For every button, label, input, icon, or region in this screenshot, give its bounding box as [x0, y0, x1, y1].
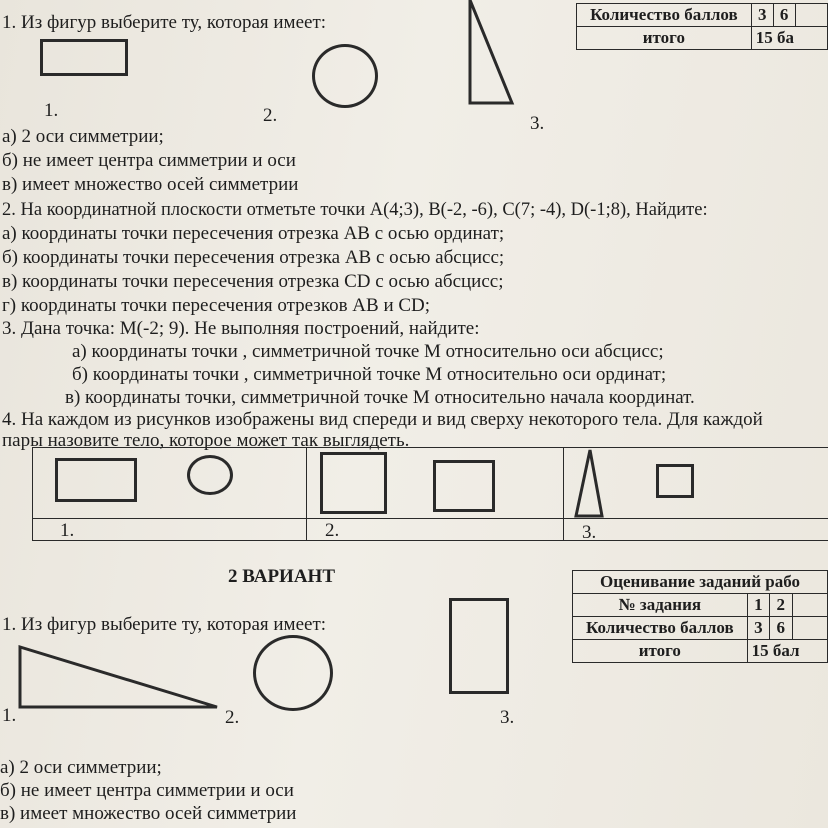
v1-view1-front-rectangle [55, 458, 137, 502]
v1-view1-top-circle [187, 455, 233, 495]
v1-task3-option-a: а) координаты точки , симметричной точке M относительно оси абсцисс; [72, 341, 664, 362]
v2-score-row-total [573, 640, 828, 663]
v1-task1-option-a: а) 2 оси симметрии; [2, 126, 164, 147]
v1-grid-divider-1 [306, 448, 307, 540]
v2-circle-figure [253, 635, 333, 711]
v1-view-label-2: 2. [325, 520, 340, 541]
v1-figure-label-3: 3. [530, 113, 545, 134]
v1-task3-title: 3. Дана точка: M(-2; 9). Не выполняя построений, найдите: [2, 318, 480, 339]
v2-score-points-2: 6 [770, 617, 792, 640]
v1-score-points-1: 3 [751, 4, 773, 27]
v1-view2-front-square [320, 452, 387, 514]
v2-figure-label-2: 2. [225, 707, 240, 728]
v2-triangle-figure [15, 645, 225, 715]
v1-score-total-value: 15 ба [751, 27, 827, 50]
v1-triangle-figure [465, 0, 525, 110]
v1-figure-label-2: 2. [263, 105, 278, 126]
v1-task1-title: 1. Из фигур выберите ту, которая имеет: [2, 12, 327, 33]
v1-task3-option-c: в) координаты точки, симметричной точке M относительно начала координат. [65, 387, 695, 408]
v1-score-total-label: итого [577, 27, 752, 50]
v1-grid-row-divider [33, 518, 828, 519]
v1-rectangle-figure [40, 39, 128, 76]
v1-task2-option-a: а) координаты точки пересечения отрезка AB с осью ординат; [2, 223, 505, 244]
v2-score-task-3 [792, 594, 827, 617]
v1-task3-option-b: б) координаты точки , симметричной точке M относительно оси ординат; [72, 364, 667, 385]
v2-score-title: Оценивание заданий рабо [573, 571, 828, 594]
v1-score-points-2: 6 [773, 4, 795, 27]
v2-score-row-points [573, 617, 828, 640]
v1-grid-divider-2 [563, 448, 564, 540]
v2-figure-label-1: 1. [2, 705, 17, 726]
v1-figure-label-1: 1. [44, 100, 59, 121]
v1-score-row-total [577, 27, 828, 50]
v1-view3-top-square [656, 464, 694, 498]
v2-score-task-label: № задания [573, 594, 748, 617]
v1-task4-line1: 4. На каждом из рисунков изображены вид спереди и вид сверху некоторого тела. Для каждой [2, 409, 763, 430]
v2-score-table [572, 570, 828, 663]
v2-score-task-1: 1 [747, 594, 769, 617]
v1-view2-top-square [433, 460, 495, 512]
v2-score-points-label: Количество баллов [573, 617, 748, 640]
v1-task2-option-d: г) координаты точки пересечения отрезков AB и CD; [2, 295, 431, 316]
v1-score-table [576, 3, 828, 50]
v1-task1-option-c: в) имеет множество осей симметрии [2, 174, 299, 195]
v1-view-label-3: 3. [582, 522, 597, 543]
v1-score-points-label: Количество баллов [577, 4, 752, 27]
v2-task1-option-b: б) не имеет центра симметрии и оси [0, 780, 294, 801]
v1-circle-figure [312, 44, 378, 108]
v1-task2-title: 2. На координатной плоскости отметьте точки A(4;3), B(-2, -6), C(7; -4), D(-1;8), Найдите: [2, 200, 708, 220]
v2-score-points-3 [792, 617, 827, 640]
v2-score-row-task [573, 594, 828, 617]
v1-task2-option-b: б) координаты точки пересечения отрезка AB с осью абсцисс; [2, 247, 505, 268]
v2-rectangle-figure [449, 598, 509, 694]
v2-task1-option-a: а) 2 оси симметрии; [0, 757, 162, 778]
v2-score-points-1: 3 [747, 617, 769, 640]
v2-task1-title: 1. Из фигур выберите ту, которая имеет: [2, 614, 327, 635]
v2-score-task-2: 2 [770, 594, 792, 617]
v1-score-points-3 [795, 4, 827, 27]
v2-task1-option-c: в) имеет множество осей симметрии [0, 803, 297, 824]
v1-view3-front-triangle [572, 450, 612, 520]
v1-task4-line2: пары назовите тело, которое может так выглядеть. [2, 430, 410, 451]
v1-task1-option-b: б) не имеет центра симметрии и оси [2, 150, 296, 171]
v1-task2-option-c: в) координаты точки пересечения отрезка CD с осью абсцисс; [2, 271, 504, 292]
v2-figure-label-3: 3. [500, 707, 515, 728]
v2-score-total-value: 15 бал [747, 640, 827, 663]
v1-score-row-points [577, 4, 828, 27]
v2-heading: 2 ВАРИАНТ [228, 566, 336, 587]
v2-score-total-label: итого [573, 640, 748, 663]
v1-task4-views-table [32, 447, 828, 541]
v1-view-label-1: 1. [60, 520, 75, 541]
v2-score-row-title [573, 571, 828, 594]
